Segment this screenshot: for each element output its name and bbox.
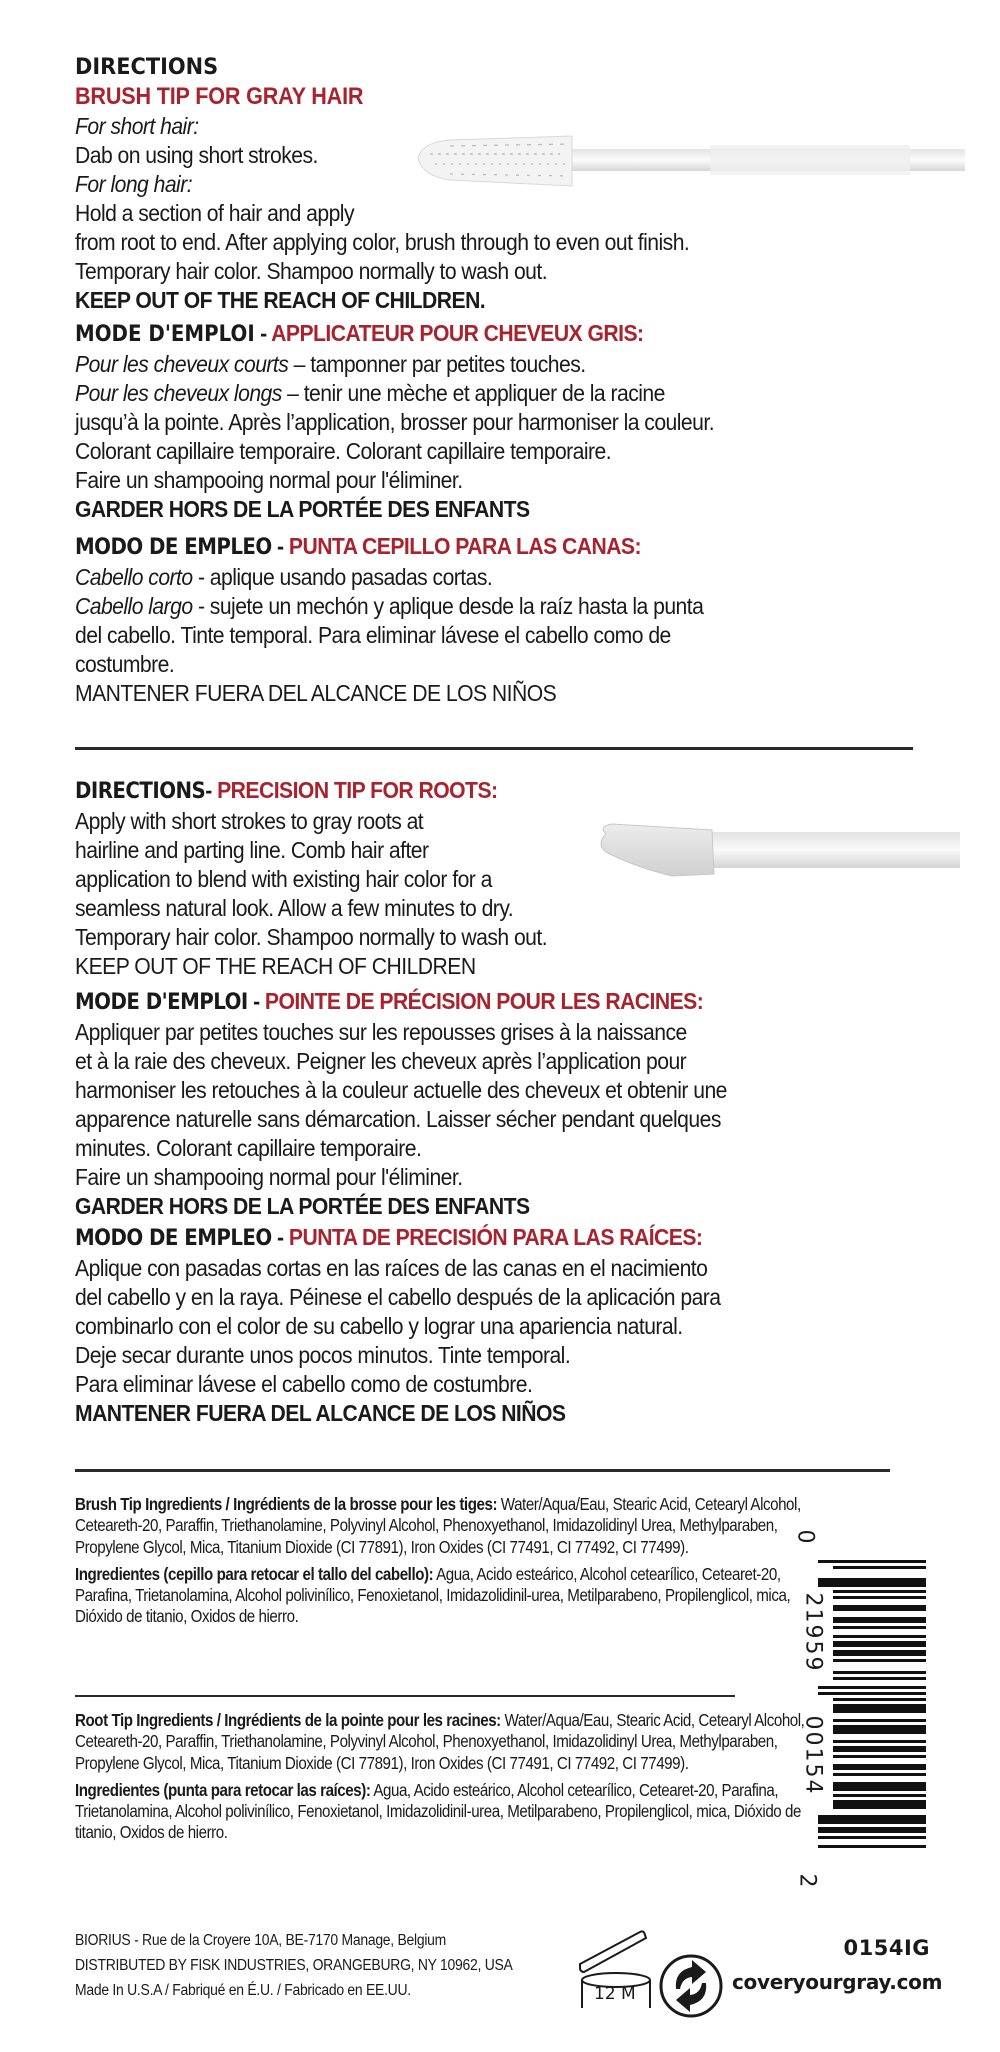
precision-es-line: combinarlo con el color de su cabello y lograr una apariencia natural.	[75, 1313, 683, 1339]
root-ingredients-es	[75, 1780, 814, 1844]
precision-fr-line: apparence naturelle sans démarcation. Laisser sécher pendant quelques	[75, 1106, 721, 1132]
precision-fr-subtitle: POINTE DE PRÉCISION POUR LES RACINES:	[264, 988, 704, 1014]
barcode-bars	[818, 1560, 930, 1855]
barcode-bar	[833, 1626, 926, 1629]
warning-en: KEEP OUT OF THE REACH OF CHILDREN.	[75, 287, 486, 313]
barcode-bar	[833, 1782, 926, 1791]
es-long-label: Cabello largo	[75, 593, 193, 619]
brush-directions-subtitle: BRUSH TIP FOR GRAY HAIR	[75, 83, 364, 110]
temp-color-text: Temporary hair color. Shampoo normally to wash out.	[75, 258, 548, 284]
precision-tip	[601, 824, 714, 876]
barcode-bar	[833, 1704, 926, 1713]
precision-directions-en	[75, 775, 600, 981]
barcode-bar	[833, 1596, 926, 1599]
es-long-text-1: - sujete un mechón y aplique desde la raíz hasta la punta	[192, 593, 704, 619]
barcode-bar	[833, 1605, 926, 1611]
barcode-bar	[833, 1590, 926, 1593]
es-short-label: Cabello corto	[75, 564, 193, 590]
precision-fr-line: harmoniser les retouches à la couleur actuelle des cheveux et obtenir une	[75, 1077, 727, 1103]
fr-temp-2: Faire un shampooing normal pour l'éliminer.	[75, 467, 463, 493]
precision-fr-title: MODE D'EMPLOI	[75, 990, 248, 1015]
brush-sleeve	[710, 145, 910, 175]
precision-es-sep: -	[271, 1224, 289, 1250]
barcode-bar	[833, 1794, 926, 1797]
barcode-bar	[833, 1764, 926, 1770]
es-sep: -	[271, 533, 289, 559]
barcode-bar	[818, 1815, 926, 1824]
precision-fr-heading	[75, 986, 727, 1018]
precision-title: DIRECTIONS	[75, 779, 206, 804]
long-hair-label: For long hair:	[75, 171, 193, 197]
fr-short-label: Pour les cheveux courts	[75, 351, 289, 377]
precision-heading	[75, 775, 547, 807]
precision-en-line: seamless natural look. Allow a few minutes to dry.	[75, 895, 514, 921]
precision-en-line: hairline and parting line. Comb hair after	[75, 837, 429, 863]
brush-ingredients	[75, 1494, 815, 1634]
barcode-bar	[818, 1836, 926, 1839]
footer-address	[75, 1928, 513, 2003]
root-ingredients-en	[75, 1710, 814, 1774]
warning-fr: GARDER HORS DE LA PORTÉE DES ENFANTS	[75, 496, 530, 522]
brush-ingredients-en-label: Brush Tip Ingredients / Ingrédients de la brosse pour les tiges:	[75, 1494, 498, 1514]
precision-en-line: Temporary hair color. Shampoo normally to wash out.	[75, 924, 548, 950]
barcode-digit-check: 2	[794, 1873, 820, 1888]
barcode-digits-right: 00154	[800, 1715, 826, 1796]
brush-ingredients-es-label: Ingredientes (cepillo para retocar el tallo del cabello):	[75, 1563, 434, 1584]
manufacturer-line: BIORIUS - Rue de la Croyere 10A, BE-7170 Manage, Belgium	[75, 1932, 447, 1949]
distributor-line: DISTRIBUTED BY FISK INDUSTRIES, ORANGEBURG, NY 10962, USA	[75, 1957, 513, 1974]
barcode-digits-left: 21959	[800, 1592, 826, 1673]
fr-heading	[75, 318, 714, 350]
short-hair-text: Dab on using short strokes.	[75, 142, 318, 168]
barcode-bar	[818, 1686, 926, 1689]
brush-ingredients-es	[75, 1564, 814, 1628]
fr-long-text-2: jusqu’à la pointe. Après l’application, brosser pour harmoniser la couleur.	[75, 409, 715, 435]
precision-es-heading	[75, 1222, 721, 1254]
barcode-bar	[833, 1671, 926, 1674]
precision-warning-es: MANTENER FUERA DEL ALCANCE DE LOS NIÑOS	[75, 1400, 566, 1426]
barcode-bar	[833, 1740, 926, 1743]
precision-es-line: Para eliminar lávese el cabello como de costumbre.	[75, 1371, 533, 1397]
barcode-bar	[818, 1692, 926, 1695]
es-short-text: - aplique usando pasadas cortas.	[192, 564, 493, 590]
root-ingredients-en-text: Water/Aqua/Eau, Stearic Acid, Cetearyl Alcohol, Ceteareth-20, Paraffin, Triethanolamine, Polyvinyl Alcohol, Phenoxyethanol, Imidazolidinyl Urea, Methylparaben, Propylene Glycol, Mica, Titanium Dioxide (CI 77891), Iron Oxides (CI 77491, CI 77492, CI 77499).	[75, 1710, 805, 1773]
long-hair-text-1: Hold a section of hair and apply	[75, 200, 355, 226]
fr-short-text: – tamponner par petites touches.	[288, 351, 586, 377]
section-divider-1	[75, 747, 913, 750]
barcode-bar	[833, 1725, 926, 1734]
brush-directions-title: DIRECTIONS	[75, 55, 219, 80]
brush-directions-es	[75, 531, 773, 708]
barcode	[790, 1490, 990, 1910]
section-divider-2	[75, 1469, 890, 1472]
precision-fr-line: Appliquer par petites touches sur les repousses grises à la naissance	[75, 1019, 687, 1045]
barcode-bar	[833, 1755, 926, 1758]
barcode-bar	[833, 1746, 926, 1752]
precision-fr-line: minutes. Colorant capillaire temporaire.	[75, 1135, 422, 1161]
precision-en-line: Apply with short strokes to gray roots at	[75, 808, 424, 834]
long-hair-text-2: from root to end. After applying color, brush through to even out finish.	[75, 229, 690, 255]
precision-es-line: Aplique con pasadas cortas en las raíces de las canas en el nacimiento	[75, 1255, 708, 1281]
barcode-bar	[833, 1677, 926, 1680]
root-ingredients	[75, 1710, 815, 1850]
root-ingredients-es-label: Ingredientes (punta para retocar las raíces):	[75, 1779, 371, 1800]
barcode-bar	[833, 1659, 926, 1662]
barcode-bar	[818, 1578, 926, 1587]
green-dot-icon	[658, 1953, 724, 2019]
root-ingredients-en-label: Root Tip Ingredients / Ingrédients de la pointe pour les racines:	[75, 1710, 501, 1730]
precision-es-line: Deje secar durante unos pocos minutos. Tinte temporal.	[75, 1342, 571, 1368]
ingredients-divider	[75, 1695, 735, 1697]
barcode-bar	[833, 1635, 926, 1638]
barcode-bar	[818, 1560, 926, 1563]
brush-ingredients-en	[75, 1494, 814, 1558]
precision-stem	[710, 832, 960, 868]
precision-warning-en: KEEP OUT OF THE REACH OF CHILDREN	[75, 953, 476, 979]
es-long-text-3: costumbre.	[75, 651, 175, 677]
barcode-bar	[818, 1845, 926, 1848]
fr-temp-1: Colorant capillaire temporaire. Colorant capillaire temporaire.	[75, 438, 612, 464]
barcode-bar	[833, 1566, 926, 1569]
precision-es-title: MODO DE EMPLEO	[75, 1226, 272, 1251]
barcode-bar	[833, 1719, 926, 1722]
brush-ingredients-en-text: Water/Aqua/Eau, Stearic Acid, Cetearyl Alcohol, Ceteareth-20, Paraffin, Triethanolamine, Polyvinyl Alcohol, Phenoxyethanol, Imidazolidinyl Urea, Methylparaben, Propylene Glycol, Mica, Titanium Dioxide (CI 77891), Iron Oxides (CI 77491, CI 77492, CI 77499).	[75, 1494, 801, 1557]
precision-directions-es	[75, 1222, 792, 1428]
brush-ingredients-es-text: Agua, Acido esteárico, Alcohol cetearílico, Cetearet-20, Parafina, Trietanolamina, Alcohol polivinílico, Fenoxietanol, Imidazolidinil-urea, Metilparabeno, Propilenglicol, mica, Dióxido de titanio, Oxidos de hierro.	[75, 1563, 791, 1627]
precision-tip-image	[592, 816, 972, 886]
es-subtitle: PUNTA CEPILLO PARA LAS CANAS:	[288, 533, 642, 559]
fr-long-label: Pour les cheveux longs	[75, 380, 282, 406]
barcode-bar	[833, 1773, 926, 1776]
precision-directions-fr	[75, 986, 799, 1221]
precision-es-line: del cabello y en la raya. Péinese el cabello después de la aplicación para	[75, 1284, 721, 1310]
website-url: coveryourgray.com	[732, 1970, 943, 1994]
short-hair-label: For short hair:	[75, 113, 199, 139]
precision-warning-fr: GARDER HORS DE LA PORTÉE DES ENFANTS	[75, 1193, 530, 1219]
precision-fr-sep: -	[247, 988, 265, 1014]
barcode-bar	[833, 1698, 926, 1701]
es-title: MODO DE EMPLEO	[75, 535, 272, 560]
barcode-digit-lead: 0	[792, 1529, 818, 1544]
precision-fr-line: Faire un shampooing normal pour l'éliminer.	[75, 1164, 463, 1190]
precision-en-line: application to blend with existing hair color for a	[75, 866, 492, 892]
es-long-text-2: del cabello. Tinte temporal. Para eliminar lávese el cabello como de	[75, 622, 671, 648]
barcode-bar	[833, 1641, 926, 1647]
brush-bristles	[418, 136, 572, 186]
barcode-bar	[833, 1650, 926, 1656]
brush-directions-fr	[75, 318, 785, 524]
es-heading	[75, 531, 703, 563]
precision-es-subtitle: PUNTA DE PRECISIÓN PARA LAS RAÍCES:	[288, 1224, 703, 1250]
precision-sep: -	[205, 777, 218, 803]
barcode-bar	[833, 1617, 926, 1623]
root-ingredients-es-text: Agua, Acido esteárico, Alcohol cetearílico, Cetearet-20, Parafina, Trietanolamina, Alcohol polivinílico, Fenoxietanol, Imidazolidinil-urea, Metilparabeno, Propilenglicol, mica, Dióxido de titanio, Oxidos de hierro.	[75, 1779, 801, 1843]
precision-fr-line: et à la raie des cheveux. Peigner les cheveux après l’application pour	[75, 1048, 687, 1074]
warning-es: MANTENER FUERA DEL ALCANCE DE LOS NIÑOS	[75, 680, 557, 706]
brush-tip-image	[410, 128, 970, 198]
fr-title: MODE D'EMPLOI	[75, 322, 255, 347]
pao-label: 12 M	[594, 1984, 636, 2004]
made-in-line: Made In U.S.A / Fabriqué en É.U. / Fabricado en EE.UU.	[75, 1982, 411, 1999]
precision-subtitle: PRECISION TIP FOR ROOTS:	[217, 777, 498, 803]
fr-long-text-1: – tenir une mèche et appliquer de la racine	[281, 380, 665, 406]
product-code: 0154IG	[843, 1936, 930, 1960]
barcode-bar	[818, 1827, 926, 1833]
fr-sep: -	[254, 320, 272, 346]
barcode-bar	[833, 1800, 926, 1809]
fr-subtitle: APPLICATEUR POUR CHEVEUX GRIS:	[271, 320, 644, 346]
